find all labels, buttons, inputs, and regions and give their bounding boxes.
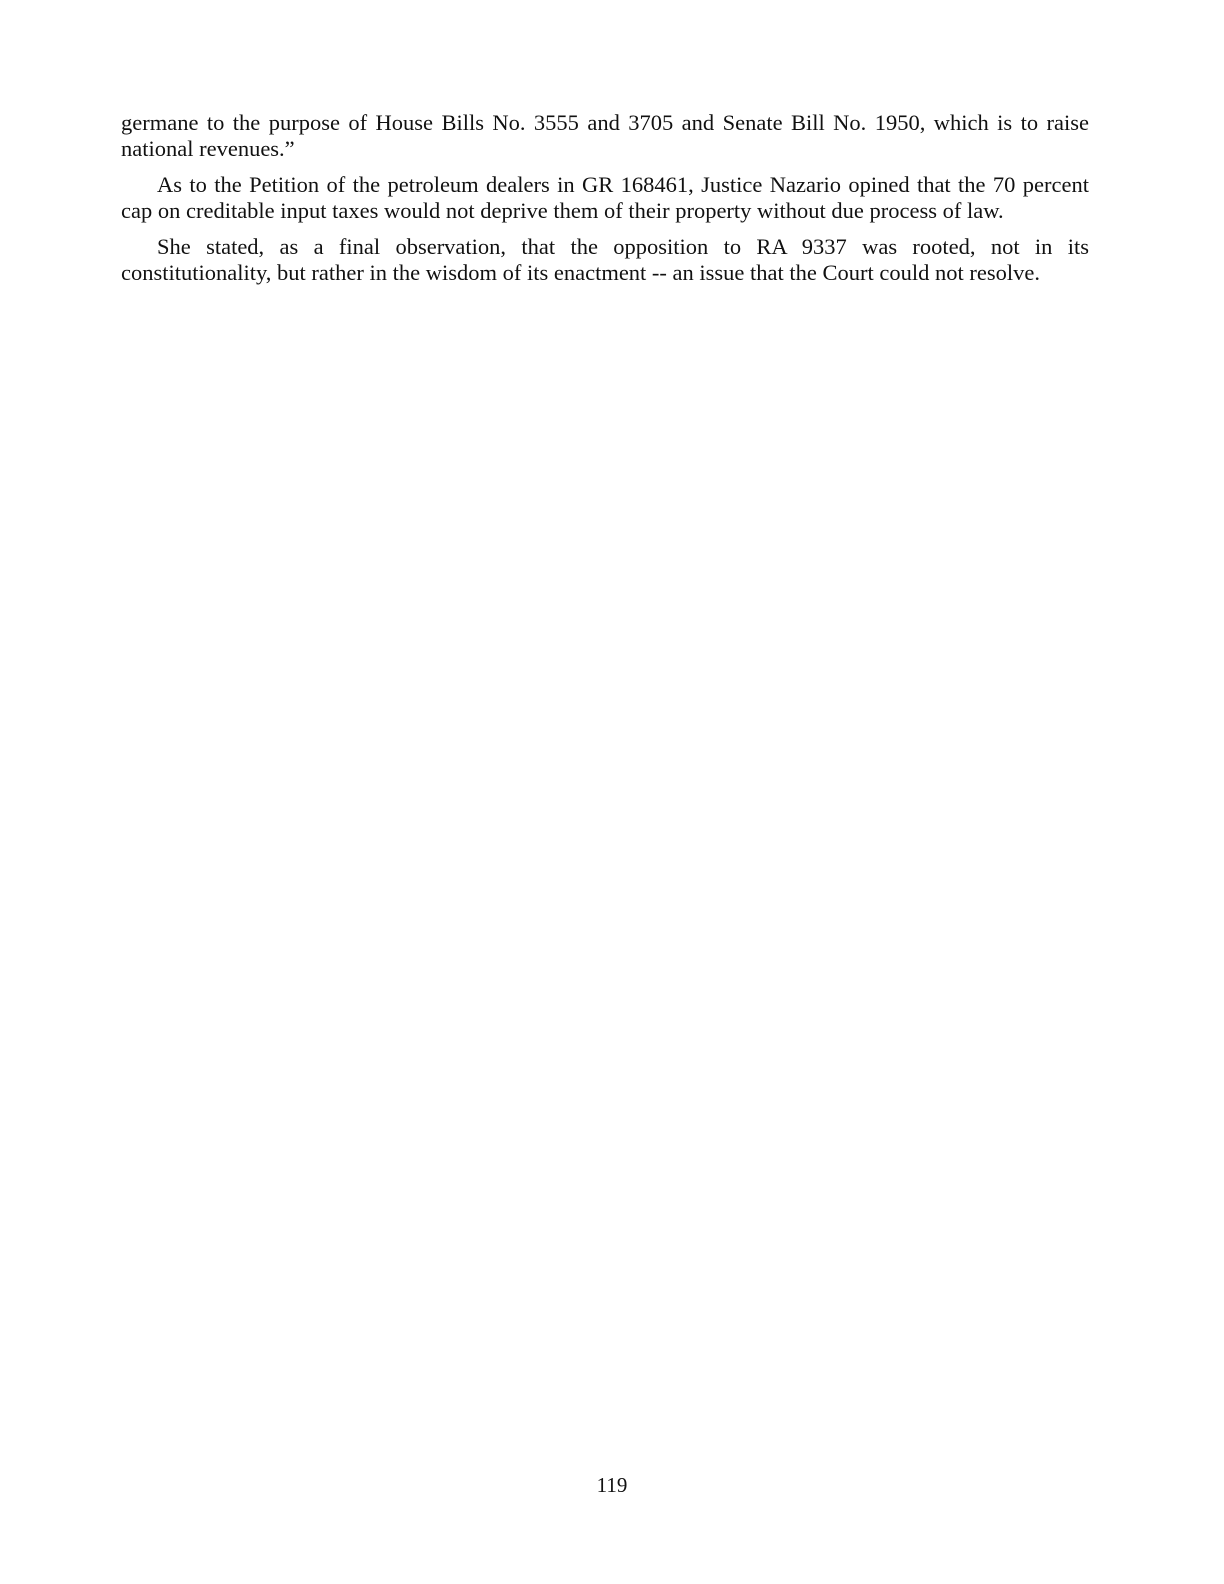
paragraph-petition: As to the Petition of the petroleum dealers in GR 168461, Justice Nazario opined that the 70 percent cap on creditable input taxes would not deprive them of their property without due process of law.: [121, 172, 1089, 223]
page-number: 119: [596, 1473, 628, 1497]
body-text: [121, 110, 1089, 296]
paragraph-continuation: germane to the purpose of House Bills No. 3555 and 3705 and Senate Bill No. 1950, which is to raise national revenues.”: [121, 110, 1089, 161]
paragraph-final-observation: She stated, as a final observation, that the opposition to RA 9337 was rooted, not in its constitutionality, but rather in the wisdom of its enactment -- an issue that the Court could not resolve.: [121, 234, 1089, 285]
